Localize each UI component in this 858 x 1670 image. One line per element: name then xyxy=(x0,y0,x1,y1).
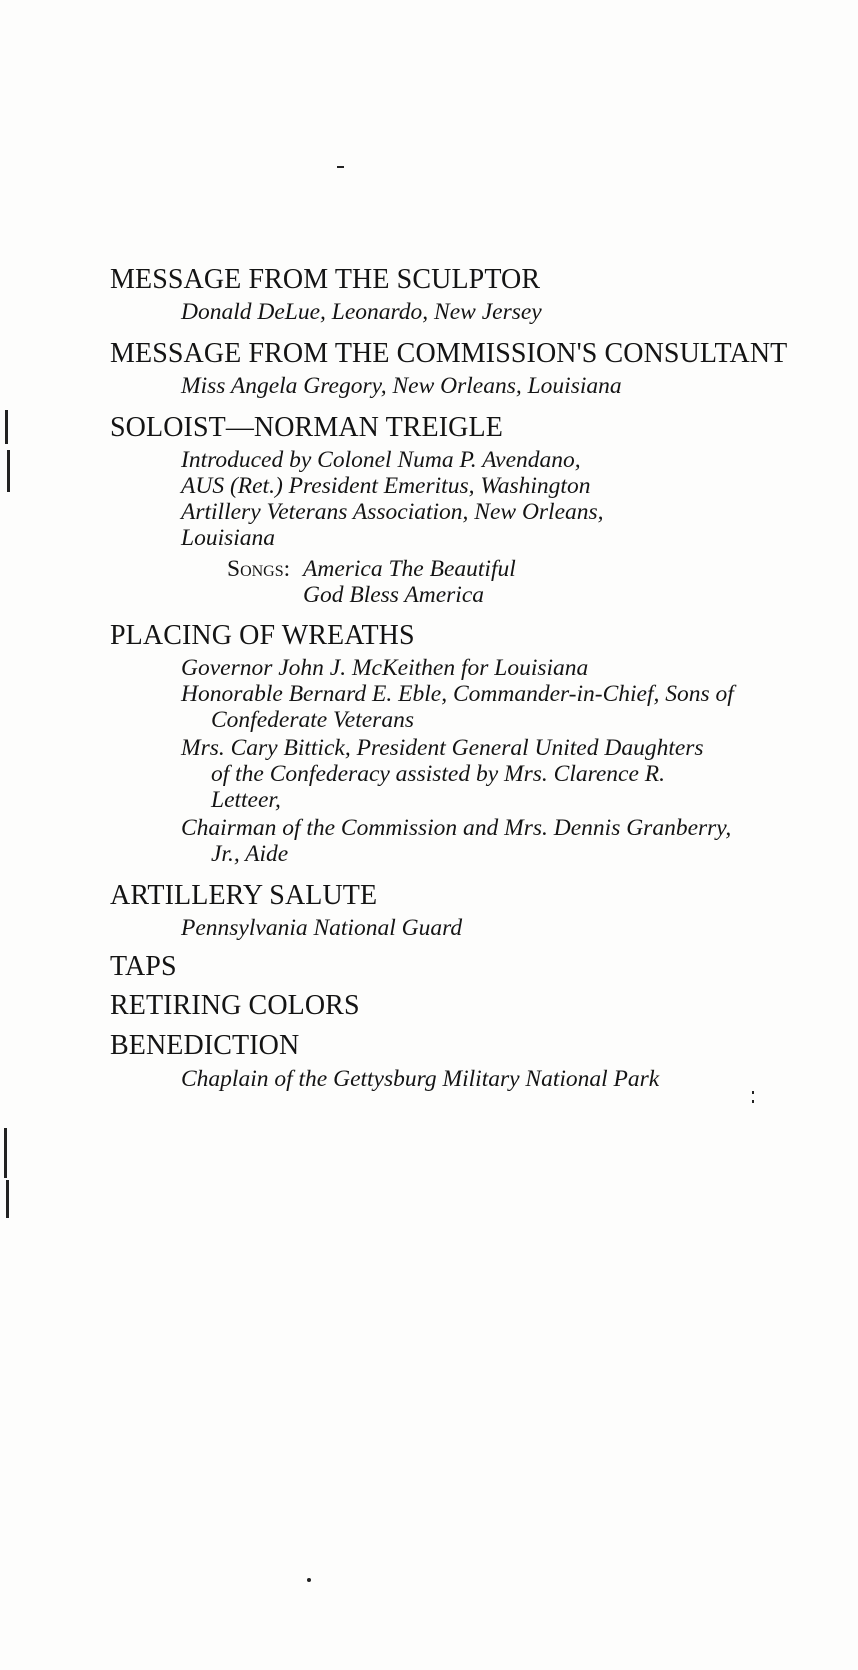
section-detail: Confederate Veterans xyxy=(211,707,414,733)
section-heading: MESSAGE FROM THE SCULPTOR xyxy=(110,264,541,295)
section-heading: RETIRING COLORS xyxy=(110,990,360,1021)
section-detail: Donald DeLue, Leonardo, New Jersey xyxy=(181,299,542,325)
section-detail: Jr., Aide xyxy=(211,841,289,867)
binding-mark xyxy=(4,1128,7,1178)
section-detail: of the Confederacy assisted by Mrs. Clarence R. xyxy=(211,761,666,787)
section-detail: Chaplain of the Gettysburg Military National Park xyxy=(181,1066,660,1092)
section-detail: Honorable Bernard E. Eble, Commander-in-Chief, Sons of xyxy=(181,681,734,707)
section-detail: Mrs. Cary Bittick, President General United Daughters xyxy=(181,735,704,761)
binding-mark xyxy=(6,1180,9,1218)
scan-speck xyxy=(337,166,344,168)
section-heading: TAPS xyxy=(110,951,177,982)
section-heading: MESSAGE FROM THE COMMISSION'S CONSULTANT xyxy=(110,338,788,369)
section-detail: Artillery Veterans Association, New Orleans, xyxy=(181,499,604,525)
section-detail: Governor John J. McKeithen for Louisiana xyxy=(181,655,589,681)
section-detail: AUS (Ret.) President Emeritus, Washington xyxy=(181,473,591,499)
section-detail: Letteer, xyxy=(211,787,281,813)
section-heading: ARTILLERY SALUTE xyxy=(110,880,378,911)
scan-speck xyxy=(307,1578,311,1582)
scan-speck xyxy=(752,1091,754,1094)
section-detail: Miss Angela Gregory, New Orleans, Louisiana xyxy=(181,373,622,399)
section-heading: PLACING OF WREATHS xyxy=(110,620,415,651)
songs-label: Songs: xyxy=(227,556,291,582)
song-title: God Bless America xyxy=(303,582,485,608)
section-detail: Pennsylvania National Guard xyxy=(181,915,463,941)
scan-speck xyxy=(752,1100,754,1103)
song-title: America The Beautiful xyxy=(303,556,516,582)
section-heading: BENEDICTION xyxy=(110,1030,300,1061)
binding-mark xyxy=(5,410,8,444)
section-heading: SOLOIST—NORMAN TREIGLE xyxy=(110,412,503,443)
section-detail: Chairman of the Commission and Mrs. Dennis Granberry, xyxy=(181,815,732,841)
binding-mark xyxy=(7,450,10,492)
section-detail: Introduced by Colonel Numa P. Avendano, xyxy=(181,447,581,473)
section-detail: Louisiana xyxy=(181,525,276,551)
